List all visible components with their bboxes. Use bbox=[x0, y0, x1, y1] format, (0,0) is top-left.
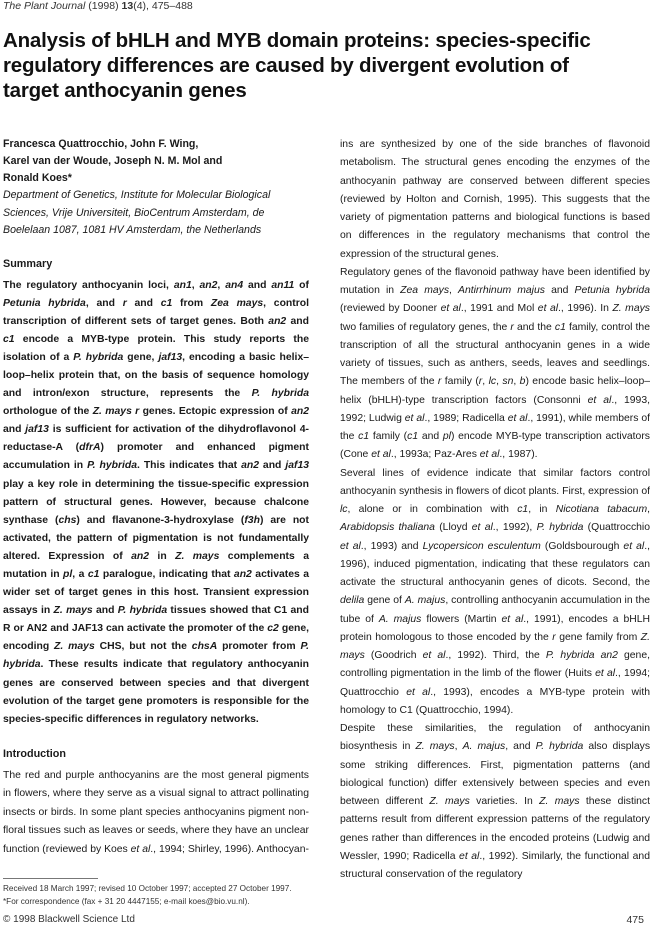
body-paragraph: Regulatory genes of the flavonoid pathway have been identified by mutation in Zea mays, Antirrhinum majus and Petunia hybrida (reviewed by Dooner et al., 1991 and Mol et al., 1996). In Z. mays two families of regulatory genes, the r and the c1 family, control the transcription of all the structural anthocyanin genes in a wide variety of tissues, such as anthers, seeds, leaves and seedlings. The members of the r family (r, lc, sn, b) encode basic helix–loop–helix (bHLH)-type transcription factors (Consonni et al., 1993, 1992; Ludwig et al., 1989; Radicella et al., 1991), while members of the c1 family (c1 and pl) encode MYB-type transcription activators (Cone et al., 1993a; Paz-Ares et al., 1987). bbox=[340, 266, 650, 461]
page-number: 475 bbox=[626, 914, 644, 926]
summary-heading: Summary bbox=[3, 257, 53, 270]
right-column bbox=[340, 136, 650, 884]
copyright: © 1998 Blackwell Science Ltd bbox=[3, 914, 135, 925]
footnote-divider bbox=[3, 878, 98, 879]
left-column bbox=[3, 136, 309, 859]
introduction-heading: Introduction bbox=[3, 747, 66, 760]
introduction-text: The red and purple anthocyanins are the most general pigments in flowers, where they serve as a visual signal to attract pollinating insects or birds. In some plant species anthocyanins pigment non-floral tissues such as leaves or seeds, where they have an unclear function (reviewed by Koes et al., 1994; Shirley, 1996). Anthocyan- bbox=[3, 769, 309, 855]
journal-volume: 13 bbox=[121, 0, 134, 12]
article-title: Analysis of bHLH and MYB domain proteins: species-specific regulatory differences are caused by divergent evolution of target anthocyanin genes bbox=[3, 29, 591, 102]
correspondence-note: *For correspondence (fax + 31 20 4447155; e-mail koes@bio.vu.nl). bbox=[3, 896, 250, 906]
journal-citation bbox=[3, 0, 193, 12]
body-paragraph: Several lines of evidence indicate that similar factors control anthocyanin synthesis in flowers of dicot plants. First, expression of lc, alone or in combination with c1, in Nicotiana tabacum, Arabidopsis thaliana (Lloyd et al., 1992), P. hybrida (Quattrocchio et al., 1993) and Lycopersicon esculentum (Goldsbourough et al., 1996), induced pigmentation, indicating that these regulators can activate the structural anthocyanin genes of dicots. Second, the delila gene of A. majus, controlling anthocyanin accumulation in the tube of A. majus flowers (Martin et al., 1991), encodes a bHLH protein homologous to those encoded by the r gene family from Z. mays (Goodrich et al., 1992). Third, the P. hybrida an2 gene, controlling pigmentation in the limb of the flower (Huits et al., 1994; Quattrocchio et al., 1993), encodes a MYB-type protein with homology to C1 (Quattrocchio, 1994). bbox=[340, 467, 650, 716]
author-list bbox=[3, 136, 309, 187]
author-line: Karel van der Woude, Joseph N. M. Mol and bbox=[3, 155, 223, 167]
footnotes bbox=[3, 883, 323, 908]
body-paragraph: ins are synthesized by one of the side branches of flavonoid metabolism. The structural genes encoding the enzymes of the anthocyanin pathway are conserved between different species (reviewed by Holton and Cornish, 1995). This suggests that the variety of pigmentation patterns and biological functions is based on differences in the regulatory mechanisms that control the expression of the structural genes. bbox=[340, 139, 650, 260]
affiliation: Department of Genetics, Institute for Molecular Biological Sciences, Vrije Universiteit, BioCentrum Amsterdam, de Boelelaan 1087, 1081 HV Amsterdam, the Netherlands bbox=[3, 189, 271, 236]
author-line: Ronald Koes* bbox=[3, 172, 72, 184]
journal-name: The Plant Journal bbox=[3, 0, 86, 12]
body-paragraph: Despite these similarities, the regulation of anthocyanin biosynthesis in Z. mays, A. majus, and P. hybrida also displays some striking differences. First, pigmentation patterns (and biological function) differ extensively between species and even between different Z. mays varieties. In Z. mays these distinct patterns result from different expression patterns of the regulatory genes rather than differences in the encoded proteins (Ludwig and Wessler, 1990; Radicella et al., 1992). Similarly, the functional and structural conservation of the regulatory bbox=[340, 723, 650, 880]
journal-issue-pages: (4), 475–488 bbox=[133, 0, 193, 12]
journal-year: (1998) bbox=[88, 0, 119, 12]
author-line: Francesca Quattrocchio, John F. Wing, bbox=[3, 138, 199, 150]
summary-text: The regulatory anthocyanin loci, an1, an2, an4 and an11 of Petunia hybrida, and r and c1 from Zea mays, control transcription of different sets of target genes. Both an2 and c1 encode a MYB-type protein. This study reports the isolation of a P. hybrida gene, jaf13, encoding a basic helix–loop–helix protein that, on the basis of sequence homology and intron/exon structure, represents the P. hybrida orthologue of the Z. mays r genes. Ectopic expression of an2 and jaf13 is sufficient for activation of the dihydroflavonol 4-reductase-A (dfrA) promoter and enhanced pigment accumulation in P. hybrida. This indicates that an2 and jaf13 play a key role in determining the tissue-specific expression pattern of structural genes. However, because chalcone synthase (chs) and flavanone-3-hydroxylase (f3h) are not activated, the pattern of pigmentation is not fundamentally altered. Expression of an2 in Z. mays complements a mutation in pl, a c1 paralogue, indicating that an2 activates a wider set of target genes in this host. Transient expression assays in Z. mays and P. hybrida tissues showed that C1 and R or AN2 and JAF13 can activate the promoter of the c2 gene, encoding Z. mays CHS, but not the chsA promoter from P. hybrida. These results indicate that regulatory anthocyanin genes are conserved between species and that divergent evolution of the target gene promoters is responsible for the species-specific differences in regulatory networks. bbox=[3, 279, 310, 725]
received-dates: Received 18 March 1997; revised 10 October 1997; accepted 27 October 1997. bbox=[3, 884, 292, 893]
